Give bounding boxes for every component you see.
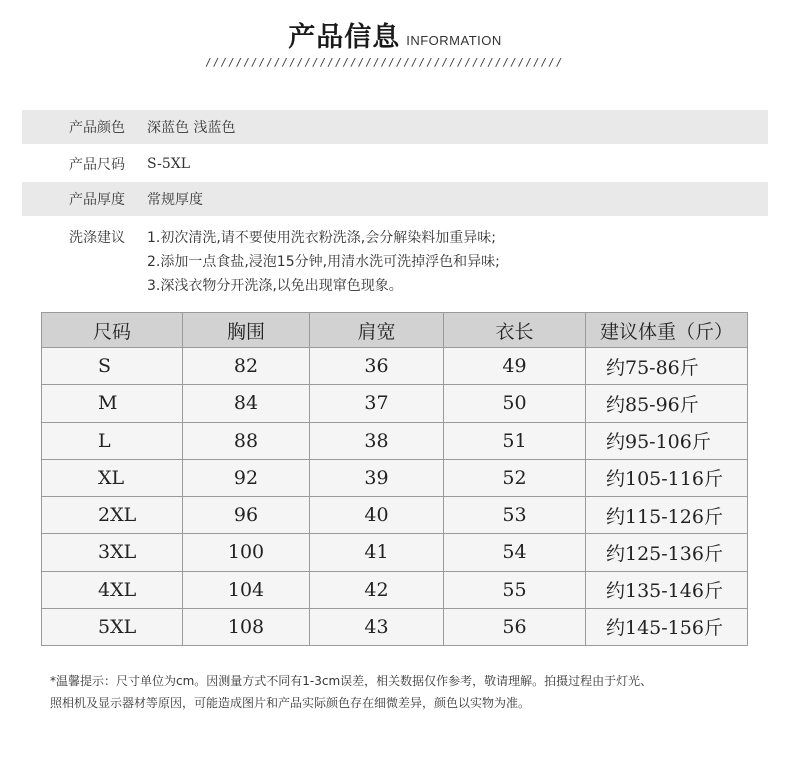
table-cell: XL (42, 459, 183, 496)
table-cell: 约115-126斤 (586, 497, 748, 534)
table-cell: 50 (444, 385, 586, 422)
page-subtitle: INFORMATION (406, 33, 502, 48)
table-cell: 约75-86斤 (586, 348, 748, 385)
wash-instructions (147, 226, 500, 298)
table-cell: 108 (183, 608, 310, 645)
table-cell: 37 (310, 385, 444, 422)
table-cell: 54 (444, 534, 586, 571)
table-row (42, 608, 748, 645)
table-cell: 42 (310, 571, 444, 608)
info-label: 洗涤建议 (69, 230, 125, 246)
table-row (42, 571, 748, 608)
table-cell: 82 (183, 348, 310, 385)
table-cell: 55 (444, 571, 586, 608)
table-cell: 约95-106斤 (586, 422, 748, 459)
section-header (0, 14, 790, 54)
table-cell: 43 (310, 608, 444, 645)
table-cell: 92 (183, 459, 310, 496)
column-header: 胸围 (183, 313, 310, 348)
column-header: 尺码 (42, 313, 183, 348)
page-title: 产品信息 (288, 22, 401, 53)
table-cell: 5XL (42, 608, 183, 645)
info-row-wash (22, 226, 768, 298)
table-cell: 约125-136斤 (586, 534, 748, 571)
info-label: 产品颜色 (69, 120, 125, 136)
table-cell: M (42, 385, 183, 422)
table-row (42, 534, 748, 571)
table-cell: 3XL (42, 534, 183, 571)
table-header-row (42, 313, 748, 348)
note-line: 照相机及显示器材等原因，可能造成图片和产品实际颜色存在细微差异，颜色以实物为准。 (50, 696, 531, 710)
table-cell: L (42, 422, 183, 459)
table-cell: 约85-96斤 (586, 385, 748, 422)
table-cell: 41 (310, 534, 444, 571)
info-row-size (22, 147, 768, 181)
size-chart-table (41, 312, 748, 646)
table-cell: 39 (310, 459, 444, 496)
column-header: 肩宽 (310, 313, 444, 348)
info-label: 产品尺码 (69, 157, 125, 173)
info-value: 常规厚度 (147, 192, 203, 208)
info-row-thickness (22, 182, 768, 216)
info-row-color (22, 110, 768, 144)
table-cell: S (42, 348, 183, 385)
table-row (42, 422, 748, 459)
note-line: *温馨提示：尺寸单位为cm。因测量方式不同有1-3cm误差，相关数据仅作参考，敬请理解。拍摄过程由于灯光、 (50, 674, 653, 688)
table-cell: 4XL (42, 571, 183, 608)
table-cell: 约105-116斤 (586, 459, 748, 496)
table-cell: 84 (183, 385, 310, 422)
table-cell: 100 (183, 534, 310, 571)
decorative-divider: /////////////////////////////////////////////// (205, 56, 564, 69)
table-cell: 104 (183, 571, 310, 608)
table-cell: 88 (183, 422, 310, 459)
disclaimer-note (50, 670, 770, 714)
wash-line: 3.深浅衣物分开洗涤,以免出现窜色现象。 (147, 278, 403, 294)
table-row (42, 459, 748, 496)
table-cell: 2XL (42, 497, 183, 534)
table-cell: 51 (444, 422, 586, 459)
table-cell: 53 (444, 497, 586, 534)
table-cell: 96 (183, 497, 310, 534)
table-cell: 40 (310, 497, 444, 534)
wash-line: 1.初次清洗,请不要使用洗衣粉洗涤,会分解染料加重异味; (147, 230, 496, 246)
column-header: 衣长 (444, 313, 586, 348)
table-cell: 约145-156斤 (586, 608, 748, 645)
table-row (42, 497, 748, 534)
wash-line: 2.添加一点食盐,浸泡15分钟,用清水洗可洗掉浮色和异味; (147, 254, 500, 270)
info-label: 产品厚度 (69, 192, 125, 208)
info-value: S-5XL (147, 156, 191, 172)
table-cell: 约135-146斤 (586, 571, 748, 608)
table-cell: 38 (310, 422, 444, 459)
column-header: 建议体重（斤） (586, 313, 748, 348)
table-row (42, 385, 748, 422)
table-cell: 52 (444, 459, 586, 496)
table-cell: 56 (444, 608, 586, 645)
table-cell: 36 (310, 348, 444, 385)
table-cell: 49 (444, 348, 586, 385)
info-value: 深蓝色 浅蓝色 (147, 120, 236, 136)
table-row (42, 348, 748, 385)
